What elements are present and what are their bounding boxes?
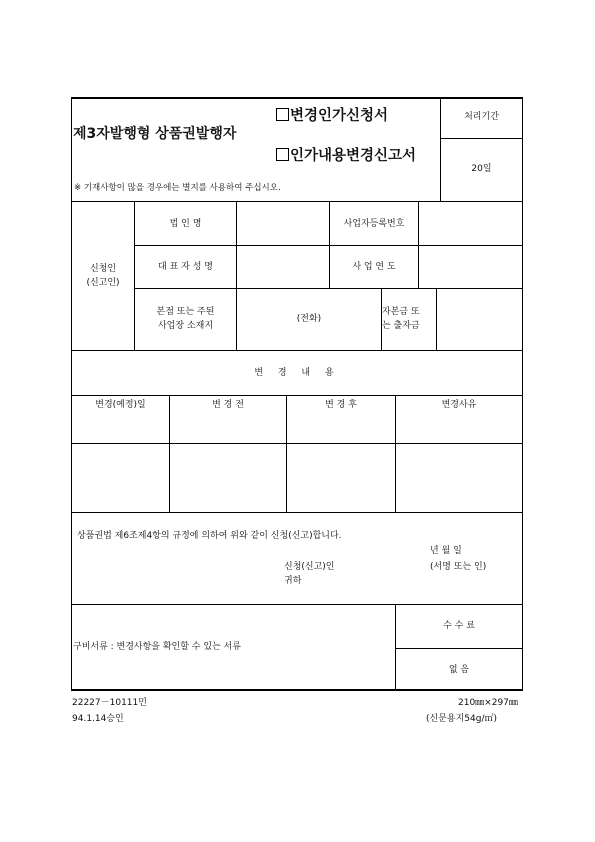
approval-date: 94.1.14승인 — [72, 714, 124, 724]
before-field[interactable] — [170, 444, 286, 512]
address-label: 본점 또는 주된 — [156, 307, 215, 317]
changes-section-title: 변 경 내 용 — [254, 368, 340, 378]
representative-label: 대 표 자 성 명 — [158, 262, 213, 272]
col-before: 변 경 전 — [212, 400, 244, 410]
declaration-date: 년 월 일 — [430, 546, 462, 556]
capital-field[interactable] — [437, 289, 522, 350]
option-change-report-label: 인가내용변경신고서 — [290, 148, 417, 164]
representative-field[interactable] — [237, 246, 329, 288]
applicant-section-label: 신청인 — [89, 264, 117, 274]
form-note: ※ 기재사항이 많을 경우에는 별지를 사용하여 주십시오. — [74, 183, 281, 193]
after-field[interactable] — [287, 444, 395, 512]
declaration-text: 상품권법 제6조제4항의 규정에 의하여 위와 같이 신청(신고)합니다. — [77, 531, 342, 541]
applicant-section-sublabel: (신고인) — [86, 278, 120, 288]
fee-value: 없 음 — [448, 665, 470, 675]
corp-name-label: 법 인 명 — [169, 219, 202, 229]
col-reason: 변경사유 — [441, 400, 477, 410]
paper-size: 210㎜×297㎜ — [458, 698, 518, 708]
option-change-approval-label: 변경인가신청서 — [290, 108, 389, 124]
required-documents: 구비서류 : 변경사항을 확인할 수 있는 서류 — [73, 642, 241, 652]
processing-period-value: 20일 — [471, 164, 492, 174]
form-number: 22227－10111민 — [72, 698, 147, 708]
col-after: 변 경 후 — [325, 400, 357, 410]
processing-period-label: 처리기간 — [464, 112, 499, 122]
col-change-date: 변경(예정)일 — [95, 400, 146, 410]
capital-label: 자본금 또 — [382, 307, 420, 317]
declaration-applicant: 신청(신고)인 — [284, 562, 335, 572]
option-change-report — [276, 148, 416, 165]
corp-name-field[interactable] — [237, 202, 329, 245]
declaration-addressee: 귀하 — [284, 576, 302, 586]
address-sublabel: 사업장 소재지 — [157, 321, 214, 331]
fee-label: 수 수 료 — [443, 621, 475, 631]
fiscal-year-field[interactable] — [419, 246, 522, 288]
paper-type: (신문용지54g/㎡) — [426, 714, 497, 724]
reason-field[interactable] — [396, 444, 522, 512]
option-change-approval — [276, 108, 388, 125]
checkbox-change-report[interactable] — [276, 148, 289, 161]
fiscal-year-label: 사 업 연 도 — [352, 262, 396, 272]
form-title: 제3자발행형 상품권발행자 — [73, 126, 237, 142]
phone-label: (전화) — [296, 314, 322, 324]
biz-reg-no-field[interactable] — [419, 202, 522, 245]
change-date-field[interactable] — [72, 444, 169, 512]
checkbox-change-approval[interactable] — [276, 108, 289, 121]
biz-reg-no-label: 사업자등록번호 — [343, 219, 405, 229]
capital-sublabel: 는 출자금 — [382, 321, 420, 331]
declaration-sign: (서명 또는 인) — [430, 562, 487, 572]
